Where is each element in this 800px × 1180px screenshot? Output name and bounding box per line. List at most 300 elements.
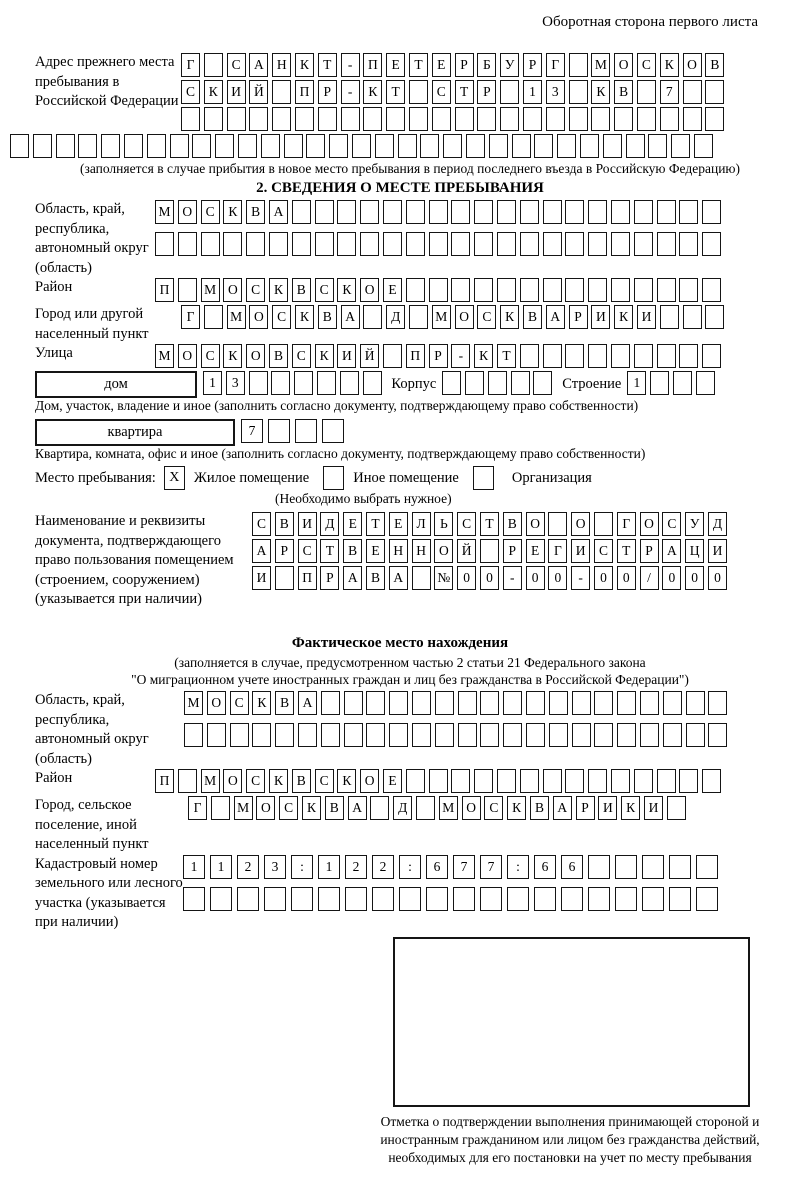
char-box[interactable] xyxy=(667,796,686,820)
char-box[interactable] xyxy=(451,278,470,302)
char-box[interactable] xyxy=(10,134,29,158)
char-box[interactable]: Д xyxy=(708,512,727,536)
char-box[interactable] xyxy=(292,200,311,224)
char-box[interactable]: Н xyxy=(272,53,291,77)
char-box[interactable]: 0 xyxy=(457,566,476,590)
char-box[interactable] xyxy=(669,887,691,911)
char-box[interactable] xyxy=(78,134,97,158)
char-box[interactable] xyxy=(565,278,584,302)
char-box[interactable]: О xyxy=(434,539,453,563)
char-box[interactable] xyxy=(344,691,363,715)
char-box[interactable] xyxy=(594,512,613,536)
char-box[interactable]: С xyxy=(227,53,246,77)
char-box[interactable]: О xyxy=(526,512,545,536)
char-box[interactable]: М xyxy=(234,796,253,820)
char-box[interactable] xyxy=(341,107,360,131)
char-box[interactable] xyxy=(591,107,610,131)
char-box[interactable] xyxy=(383,200,402,224)
char-box[interactable] xyxy=(572,691,591,715)
char-box[interactable] xyxy=(321,723,340,747)
char-box[interactable] xyxy=(611,769,630,793)
char-box[interactable] xyxy=(507,887,529,911)
char-box[interactable]: С xyxy=(477,305,496,329)
char-box[interactable]: Г xyxy=(188,796,207,820)
char-box[interactable] xyxy=(543,200,562,224)
char-box[interactable]: К xyxy=(660,53,679,77)
char-box[interactable]: 2 xyxy=(237,855,259,879)
char-box[interactable]: О xyxy=(178,344,197,368)
char-box[interactable] xyxy=(705,107,724,131)
char-box[interactable]: Р xyxy=(275,539,294,563)
char-box[interactable] xyxy=(708,723,727,747)
char-box[interactable]: П xyxy=(406,344,425,368)
char-box[interactable]: М xyxy=(227,305,246,329)
char-box[interactable]: С xyxy=(432,80,451,104)
char-box[interactable] xyxy=(520,232,539,256)
char-box[interactable]: 0 xyxy=(594,566,613,590)
char-box[interactable]: О xyxy=(614,53,633,77)
char-box[interactable]: Т xyxy=(617,539,636,563)
char-box[interactable] xyxy=(614,107,633,131)
char-box[interactable] xyxy=(170,134,189,158)
char-box[interactable]: И xyxy=(252,566,271,590)
char-box[interactable] xyxy=(660,305,679,329)
char-box[interactable] xyxy=(569,53,588,77)
char-box[interactable] xyxy=(626,134,645,158)
char-box[interactable] xyxy=(345,887,367,911)
char-box[interactable]: Д xyxy=(320,512,339,536)
char-box[interactable] xyxy=(657,769,676,793)
char-box[interactable] xyxy=(611,232,630,256)
checkbox-organization[interactable] xyxy=(473,466,494,490)
char-box[interactable] xyxy=(686,691,705,715)
char-box[interactable] xyxy=(565,344,584,368)
char-box[interactable]: - xyxy=(341,80,360,104)
char-box[interactable]: 0 xyxy=(685,566,704,590)
char-box[interactable] xyxy=(406,232,425,256)
char-box[interactable] xyxy=(642,855,664,879)
char-box[interactable] xyxy=(569,80,588,104)
char-box[interactable] xyxy=(526,723,545,747)
char-box[interactable]: О xyxy=(249,305,268,329)
checkbox-other-premises[interactable] xyxy=(323,466,344,490)
char-box[interactable]: А xyxy=(252,539,271,563)
char-box[interactable] xyxy=(588,278,607,302)
char-box[interactable]: В xyxy=(292,769,311,793)
char-box[interactable]: К xyxy=(507,796,526,820)
char-box[interactable] xyxy=(543,769,562,793)
char-box[interactable]: К xyxy=(302,796,321,820)
char-box[interactable]: 0 xyxy=(617,566,636,590)
char-box[interactable] xyxy=(642,887,664,911)
char-box[interactable] xyxy=(520,200,539,224)
char-box[interactable] xyxy=(33,134,52,158)
char-box[interactable] xyxy=(634,769,653,793)
char-box[interactable] xyxy=(488,371,507,395)
char-box[interactable]: С xyxy=(637,53,656,77)
char-box[interactable] xyxy=(409,80,428,104)
char-box[interactable] xyxy=(178,769,197,793)
char-box[interactable]: И xyxy=(637,305,656,329)
char-box[interactable]: В xyxy=(275,512,294,536)
char-box[interactable]: И xyxy=(591,305,610,329)
char-box[interactable] xyxy=(603,134,622,158)
char-box[interactable]: А xyxy=(546,305,565,329)
char-box[interactable]: У xyxy=(685,512,704,536)
char-box[interactable] xyxy=(375,134,394,158)
char-box[interactable] xyxy=(230,723,249,747)
char-box[interactable]: О xyxy=(640,512,659,536)
char-box[interactable] xyxy=(594,723,613,747)
char-box[interactable]: Р xyxy=(640,539,659,563)
char-box[interactable] xyxy=(249,371,268,395)
char-box[interactable] xyxy=(474,200,493,224)
char-box[interactable] xyxy=(426,887,448,911)
char-box[interactable] xyxy=(458,691,477,715)
char-box[interactable]: Е xyxy=(343,512,362,536)
char-box[interactable] xyxy=(337,200,356,224)
char-box[interactable] xyxy=(480,887,502,911)
char-box[interactable]: М xyxy=(155,200,174,224)
char-box[interactable] xyxy=(344,723,363,747)
char-box[interactable] xyxy=(363,107,382,131)
char-box[interactable] xyxy=(705,80,724,104)
char-box[interactable] xyxy=(329,134,348,158)
char-box[interactable] xyxy=(443,134,462,158)
char-box[interactable] xyxy=(474,278,493,302)
char-box[interactable] xyxy=(271,371,290,395)
char-box[interactable] xyxy=(617,691,636,715)
char-box[interactable] xyxy=(451,232,470,256)
char-box[interactable] xyxy=(708,691,727,715)
char-box[interactable]: С xyxy=(252,512,271,536)
char-box[interactable]: С xyxy=(298,539,317,563)
char-box[interactable] xyxy=(435,723,454,747)
char-box[interactable]: О xyxy=(455,305,474,329)
char-box[interactable] xyxy=(634,200,653,224)
char-box[interactable]: Ц xyxy=(685,539,704,563)
char-box[interactable] xyxy=(269,232,288,256)
char-box[interactable] xyxy=(534,887,556,911)
char-box[interactable]: А xyxy=(343,566,362,590)
char-box[interactable] xyxy=(264,887,286,911)
char-box[interactable]: К xyxy=(621,796,640,820)
char-box[interactable]: С xyxy=(230,691,249,715)
char-box[interactable] xyxy=(696,855,718,879)
char-box[interactable] xyxy=(669,855,691,879)
char-box[interactable] xyxy=(455,107,474,131)
char-box[interactable]: 7 xyxy=(480,855,502,879)
char-box[interactable] xyxy=(650,371,669,395)
char-box[interactable] xyxy=(412,691,431,715)
char-box[interactable]: Й xyxy=(249,80,268,104)
char-box[interactable] xyxy=(352,134,371,158)
char-box[interactable]: К xyxy=(337,278,356,302)
char-box[interactable] xyxy=(124,134,143,158)
char-box[interactable]: В xyxy=(246,200,265,224)
char-box[interactable] xyxy=(409,305,428,329)
char-box[interactable] xyxy=(147,134,166,158)
char-box[interactable] xyxy=(683,107,702,131)
char-box[interactable]: С xyxy=(201,200,220,224)
char-box[interactable] xyxy=(663,691,682,715)
char-box[interactable] xyxy=(291,887,313,911)
char-box[interactable] xyxy=(298,723,317,747)
char-box[interactable]: П xyxy=(363,53,382,77)
char-box[interactable]: М xyxy=(184,691,203,715)
char-box[interactable] xyxy=(284,134,303,158)
char-box[interactable]: И xyxy=(571,539,590,563)
char-box[interactable]: Н xyxy=(389,539,408,563)
house-type-box[interactable]: дом xyxy=(35,371,197,398)
char-box[interactable]: Е xyxy=(432,53,451,77)
char-box[interactable]: О xyxy=(223,278,242,302)
char-box[interactable]: Р xyxy=(503,539,522,563)
char-box[interactable]: Г xyxy=(181,53,200,77)
char-box[interactable] xyxy=(565,232,584,256)
char-box[interactable] xyxy=(204,107,223,131)
char-box[interactable] xyxy=(503,691,522,715)
char-box[interactable] xyxy=(360,232,379,256)
char-box[interactable] xyxy=(370,796,389,820)
char-box[interactable] xyxy=(399,887,421,911)
char-box[interactable] xyxy=(634,278,653,302)
char-box[interactable]: 2 xyxy=(372,855,394,879)
char-box[interactable] xyxy=(679,344,698,368)
char-box[interactable] xyxy=(363,371,382,395)
char-box[interactable] xyxy=(294,371,313,395)
char-box[interactable] xyxy=(702,200,721,224)
char-box[interactable]: 3 xyxy=(546,80,565,104)
char-box[interactable] xyxy=(181,107,200,131)
char-box[interactable]: Р xyxy=(320,566,339,590)
char-box[interactable] xyxy=(588,769,607,793)
char-box[interactable]: И xyxy=(298,512,317,536)
char-box[interactable]: С xyxy=(315,278,334,302)
char-box[interactable] xyxy=(520,769,539,793)
char-box[interactable] xyxy=(557,134,576,158)
char-box[interactable]: № xyxy=(434,566,453,590)
char-box[interactable]: В xyxy=(523,305,542,329)
char-box[interactable]: С xyxy=(594,539,613,563)
char-box[interactable] xyxy=(503,723,522,747)
char-box[interactable] xyxy=(435,691,454,715)
char-box[interactable]: О xyxy=(683,53,702,77)
char-box[interactable] xyxy=(702,344,721,368)
char-box[interactable] xyxy=(183,887,205,911)
char-box[interactable]: - xyxy=(503,566,522,590)
char-box[interactable]: С xyxy=(457,512,476,536)
char-box[interactable] xyxy=(432,107,451,131)
char-box[interactable] xyxy=(512,134,531,158)
char-box[interactable] xyxy=(223,232,242,256)
char-box[interactable] xyxy=(295,419,317,443)
char-box[interactable] xyxy=(201,232,220,256)
char-box[interactable]: 1 xyxy=(627,371,646,395)
char-box[interactable] xyxy=(565,200,584,224)
char-box[interactable]: Р xyxy=(576,796,595,820)
char-box[interactable] xyxy=(634,344,653,368)
char-box[interactable] xyxy=(237,887,259,911)
char-box[interactable]: В xyxy=(343,539,362,563)
char-box[interactable] xyxy=(657,200,676,224)
char-box[interactable] xyxy=(617,723,636,747)
char-box[interactable] xyxy=(406,769,425,793)
char-box[interactable] xyxy=(409,107,428,131)
char-box[interactable] xyxy=(594,691,613,715)
char-box[interactable] xyxy=(453,887,475,911)
char-box[interactable] xyxy=(663,723,682,747)
char-box[interactable]: Р xyxy=(523,53,542,77)
char-box[interactable]: Р xyxy=(318,80,337,104)
char-box[interactable]: М xyxy=(439,796,458,820)
char-box[interactable]: М xyxy=(591,53,610,77)
char-box[interactable]: М xyxy=(155,344,174,368)
char-box[interactable]: Г xyxy=(181,305,200,329)
char-box[interactable]: 6 xyxy=(534,855,556,879)
char-box[interactable]: 1 xyxy=(523,80,542,104)
char-box[interactable]: П xyxy=(298,566,317,590)
char-box[interactable]: К xyxy=(363,80,382,104)
char-box[interactable] xyxy=(705,305,724,329)
char-box[interactable]: М xyxy=(201,278,220,302)
char-box[interactable] xyxy=(696,887,718,911)
char-box[interactable]: Г xyxy=(617,512,636,536)
char-box[interactable] xyxy=(673,371,692,395)
char-box[interactable] xyxy=(207,723,226,747)
char-box[interactable]: К xyxy=(269,278,288,302)
char-box[interactable]: К xyxy=(269,769,288,793)
char-box[interactable]: М xyxy=(432,305,451,329)
char-box[interactable]: Ь xyxy=(434,512,453,536)
char-box[interactable]: Т xyxy=(455,80,474,104)
char-box[interactable]: К xyxy=(315,344,334,368)
char-box[interactable]: С xyxy=(181,80,200,104)
char-box[interactable] xyxy=(406,278,425,302)
char-box[interactable]: К xyxy=(591,80,610,104)
char-box[interactable] xyxy=(611,278,630,302)
char-box[interactable]: 7 xyxy=(660,80,679,104)
char-box[interactable] xyxy=(204,305,223,329)
char-box[interactable] xyxy=(306,134,325,158)
char-box[interactable]: 0 xyxy=(526,566,545,590)
char-box[interactable]: Т xyxy=(480,512,499,536)
char-box[interactable] xyxy=(548,512,567,536)
char-box[interactable]: С xyxy=(279,796,298,820)
char-box[interactable] xyxy=(272,80,291,104)
char-box[interactable] xyxy=(694,134,713,158)
char-box[interactable]: П xyxy=(155,278,174,302)
char-box[interactable] xyxy=(533,371,552,395)
char-box[interactable] xyxy=(480,723,499,747)
char-box[interactable] xyxy=(389,691,408,715)
char-box[interactable]: О xyxy=(462,796,481,820)
char-box[interactable]: С xyxy=(201,344,220,368)
char-box[interactable]: В xyxy=(269,344,288,368)
char-box[interactable] xyxy=(366,691,385,715)
char-box[interactable] xyxy=(238,134,257,158)
char-box[interactable] xyxy=(210,887,232,911)
char-box[interactable] xyxy=(315,200,334,224)
char-box[interactable]: К xyxy=(500,305,519,329)
char-box[interactable] xyxy=(640,723,659,747)
char-box[interactable] xyxy=(511,371,530,395)
char-box[interactable]: - xyxy=(571,566,590,590)
char-box[interactable]: Т xyxy=(320,539,339,563)
char-box[interactable]: 1 xyxy=(210,855,232,879)
char-box[interactable] xyxy=(526,691,545,715)
char-box[interactable]: А xyxy=(298,691,317,715)
char-box[interactable]: Р xyxy=(477,80,496,104)
char-box[interactable]: И xyxy=(227,80,246,104)
char-box[interactable] xyxy=(178,278,197,302)
char-box[interactable] xyxy=(634,232,653,256)
char-box[interactable]: А xyxy=(389,566,408,590)
char-box[interactable]: И xyxy=(598,796,617,820)
char-box[interactable]: О xyxy=(207,691,226,715)
char-box[interactable]: К xyxy=(474,344,493,368)
char-box[interactable] xyxy=(178,232,197,256)
char-box[interactable] xyxy=(155,232,174,256)
char-box[interactable] xyxy=(246,232,265,256)
char-box[interactable]: О xyxy=(256,796,275,820)
char-box[interactable] xyxy=(429,232,448,256)
char-box[interactable] xyxy=(474,232,493,256)
checkbox-residential[interactable]: X xyxy=(164,466,185,490)
char-box[interactable] xyxy=(500,80,519,104)
char-box[interactable] xyxy=(543,344,562,368)
char-box[interactable] xyxy=(56,134,75,158)
char-box[interactable]: В xyxy=(503,512,522,536)
char-box[interactable]: К xyxy=(223,344,242,368)
char-box[interactable] xyxy=(696,371,715,395)
char-box[interactable]: Р xyxy=(429,344,448,368)
char-box[interactable] xyxy=(702,232,721,256)
char-box[interactable] xyxy=(458,723,477,747)
char-box[interactable]: Е xyxy=(366,539,385,563)
char-box[interactable] xyxy=(360,200,379,224)
char-box[interactable] xyxy=(366,723,385,747)
char-box[interactable]: 7 xyxy=(453,855,475,879)
char-box[interactable] xyxy=(317,371,336,395)
char-box[interactable]: Г xyxy=(546,53,565,77)
char-box[interactable] xyxy=(204,53,223,77)
char-box[interactable] xyxy=(660,107,679,131)
char-box[interactable]: 1 xyxy=(183,855,205,879)
char-box[interactable]: К xyxy=(614,305,633,329)
char-box[interactable] xyxy=(215,134,234,158)
char-box[interactable] xyxy=(383,344,402,368)
char-box[interactable] xyxy=(657,232,676,256)
char-box[interactable]: В xyxy=(292,278,311,302)
char-box[interactable] xyxy=(480,539,499,563)
char-box[interactable] xyxy=(679,278,698,302)
char-box[interactable] xyxy=(679,200,698,224)
char-box[interactable] xyxy=(683,80,702,104)
char-box[interactable] xyxy=(249,107,268,131)
char-box[interactable]: / xyxy=(640,566,659,590)
char-box[interactable]: А xyxy=(269,200,288,224)
char-box[interactable] xyxy=(565,769,584,793)
char-box[interactable]: К xyxy=(295,53,314,77)
char-box[interactable]: П xyxy=(295,80,314,104)
char-box[interactable] xyxy=(389,723,408,747)
char-box[interactable] xyxy=(611,344,630,368)
char-box[interactable] xyxy=(637,107,656,131)
char-box[interactable] xyxy=(588,232,607,256)
char-box[interactable]: А xyxy=(553,796,572,820)
char-box[interactable] xyxy=(489,134,508,158)
